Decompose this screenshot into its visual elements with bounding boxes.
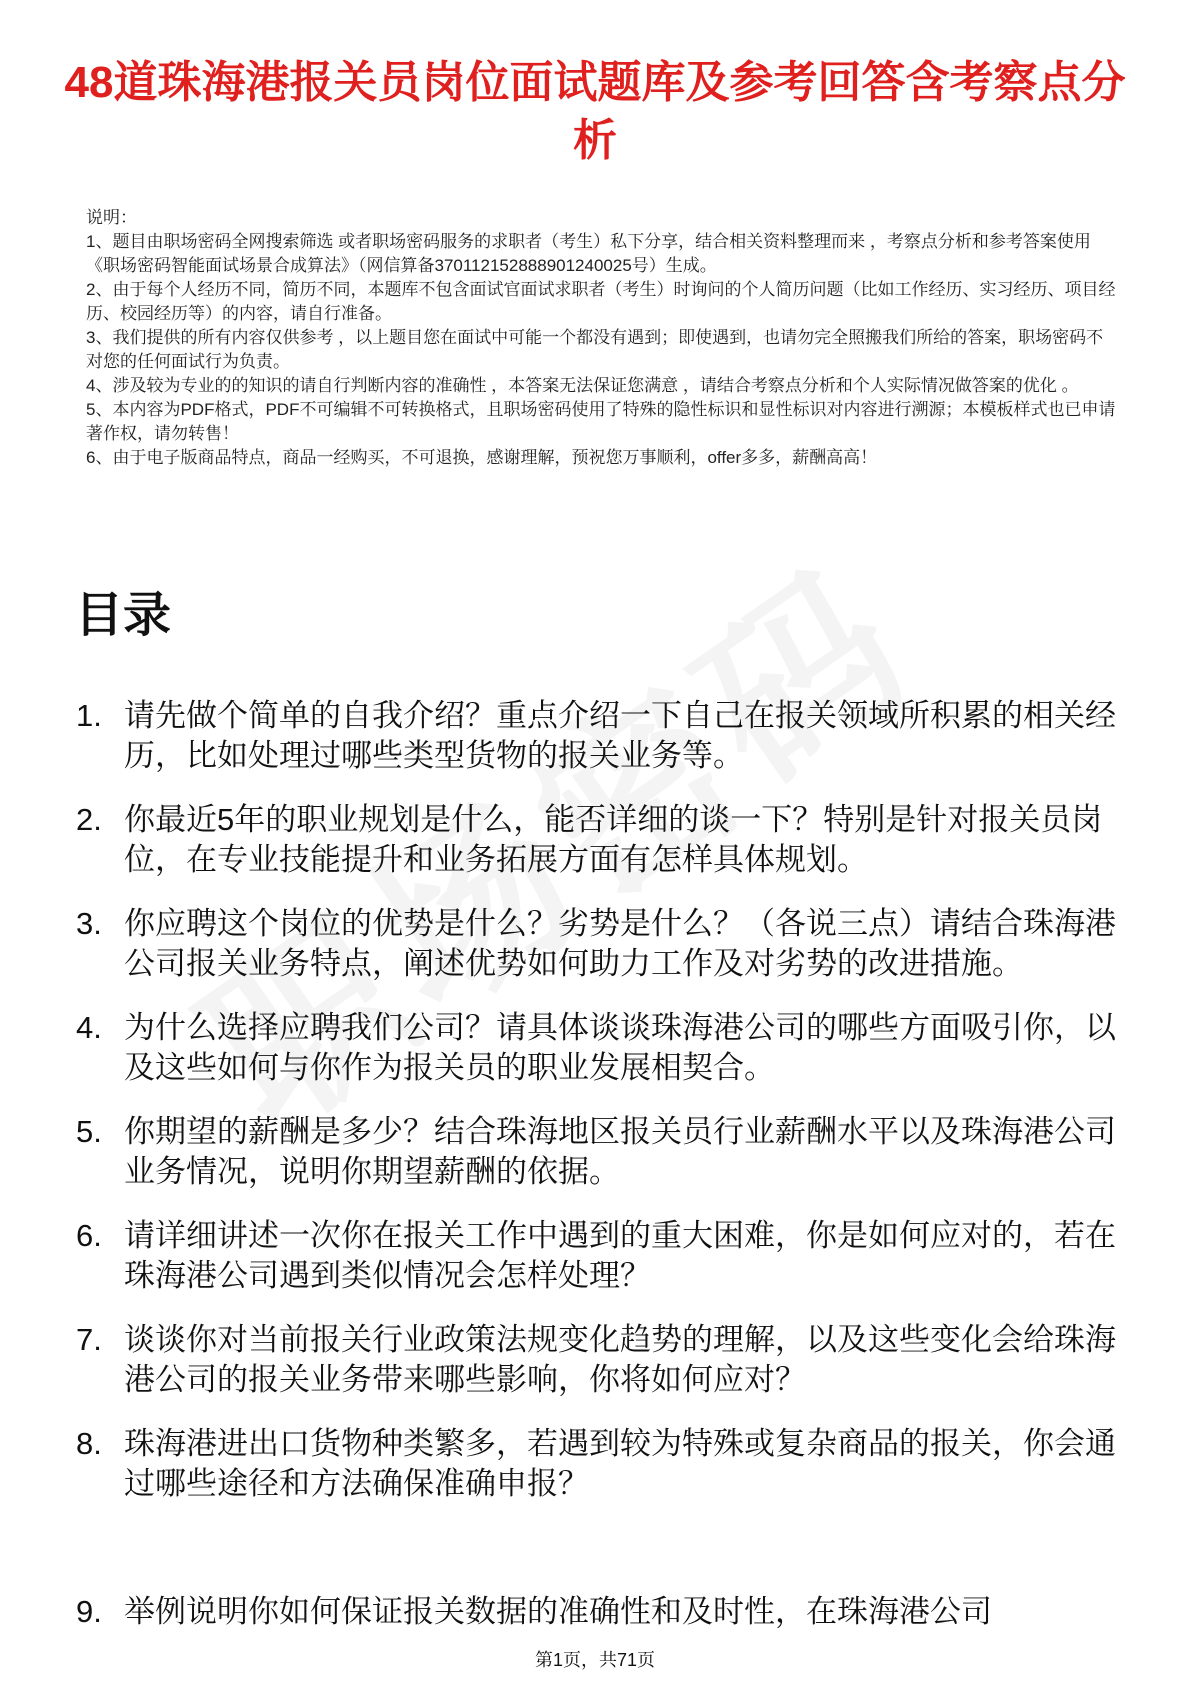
question-text: 请详细讲述一次你在报关工作中遇到的重大困难，你是如何应对的，若在珠海港公司遇到类似情况会怎样处理？ (124, 1218, 1116, 1293)
document-title: 48道珠海港报关员岗位面试题库及参考回答含考察点分析 (64, 58, 1126, 165)
question-number: 6. (76, 1218, 102, 1253)
question-text: 珠海港进出口货物种类繁多，若遇到较为特殊或复杂商品的报关，你会通过哪些途径和方法确保准确申报？ (124, 1426, 1116, 1501)
note-item: 6、由于电子版商品特点，商品一经购买，不可退换，感谢理解，预祝您万事顺利，offer多多，薪酬高高！ (86, 448, 878, 467)
question-text: 你期望的薪酬是多少？结合珠海地区报关员行业薪酬水平以及珠海港公司业务情况，说明你期望薪酬的依据。 (124, 1114, 1116, 1189)
question-number: 4. (76, 1010, 102, 1045)
notes-heading: 说明： (86, 208, 137, 227)
question-text: 举例说明你如何保证报关数据的准确性和及时性，在珠海港公司 (124, 1594, 992, 1629)
toc-heading: 目录 (75, 589, 172, 642)
question-item (76, 1216, 1121, 1296)
question-item (76, 1008, 1121, 1088)
question-text: 请先做个简单的自我介绍？重点介绍一下自己在报关领域所积累的相关经历，比如处理过哪些类型货物的报关业务等。 (124, 698, 1116, 773)
question-text: 为什么选择应聘我们公司？请具体谈谈珠海港公司的哪些方面吸引你，以及这些如何与你作为报关员的职业发展相契合。 (124, 1010, 1116, 1085)
question-number: 9. (76, 1594, 102, 1629)
question-list (76, 696, 1121, 1528)
question-item (76, 800, 1121, 880)
question-number: 7. (76, 1322, 102, 1357)
note-item: 4、涉及较为专业的的知识的请自行判断内容的准确性 ，本答案无法保证您满意 ，请结合考察点分析和个人实际情况做答案的优化 。 (86, 376, 1079, 395)
question-item (76, 904, 1121, 984)
question-number: 2. (76, 802, 102, 837)
question-number: 3. (76, 906, 102, 941)
question-text: 谈谈你对当前报关行业政策法规变化趋势的理解，以及这些变化会给珠海港公司的报关业务带来哪些影响，你将如何应对？ (124, 1322, 1116, 1397)
note-item: 2、由于每个人经历不同，简历不同，本题库不包含面试官面试求职者（考生）时询问的个人简历问题（比如工作经历、实习经历、项目经历、校园经历等）的内容，请自行准备。 (86, 280, 1116, 323)
question-item (76, 696, 1121, 776)
question-item (76, 1320, 1121, 1400)
question-text: 你应聘这个岗位的优势是什么？劣势是什么？（各说三点）请结合珠海港公司报关业务特点，阐述优势如何助力工作及对劣势的改进措施。 (124, 906, 1116, 981)
note-item: 3、我们提供的所有内容仅供参考 ，以上题目您在面试中可能一个都没有遇到；即使遇到，也请勿完全照搬我们所给的答案，职场密码不对您的任何面试行为负责。 (86, 328, 1104, 371)
question-item (76, 1424, 1121, 1504)
question-number: 5. (76, 1114, 102, 1149)
question-number: 1. (76, 698, 102, 733)
question-item (76, 1112, 1121, 1192)
question-number: 8. (76, 1426, 102, 1461)
notes-section (86, 206, 1116, 470)
question-text: 你最近5年的职业规划是什么，能否详细的谈一下？特别是针对报关员岗位，在专业技能提升和业务拓展方面有怎样具体规划。 (124, 802, 1103, 877)
question-item-partial (76, 1592, 1121, 1632)
note-item: 5、本内容为PDF格式，PDF不可编辑不可转换格式，且职场密码使用了特殊的隐性标识和显性标识对内容进行溯源；本模板样式也已申请著作权，请勿转售！ (86, 400, 1116, 443)
note-item: 1、题目由职场密码全网搜索筛选 或者职场密码服务的求职者（考生）私下分享，结合相关资料整理而来 ，考察点分析和参考答案使用《职场密码智能面试场景合成算法》（网信算备370112152888901240025号）生成。 (86, 232, 1091, 275)
page-footer: 第1页，共71页 (534, 1650, 656, 1670)
